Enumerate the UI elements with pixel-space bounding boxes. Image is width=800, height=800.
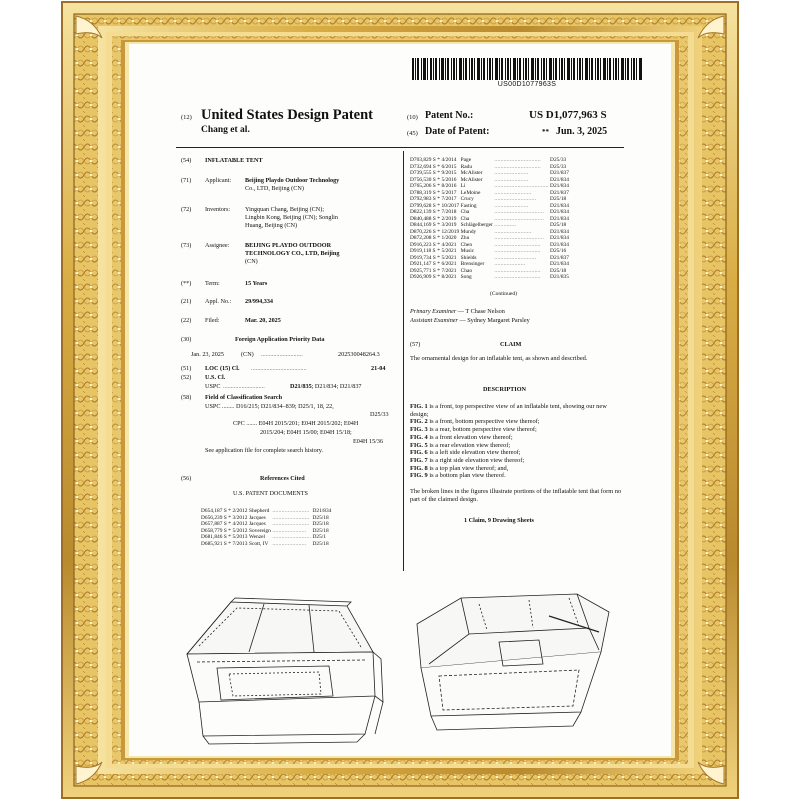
- date-stars: **: [542, 128, 549, 136]
- reference-name: Schlägelberger: [460, 222, 493, 228]
- broken-lines-note: The broken lines in the figures illustrate portions of the inflatable tent that form no part of the claimed design.: [410, 488, 622, 503]
- reference-dots: ................................: [494, 209, 544, 215]
- figure-number: FIG. 3: [410, 426, 428, 434]
- code-10: (10): [407, 114, 418, 121]
- reference-dots: ........................: [272, 514, 310, 521]
- foreign-date: Jan. 23, 2025: [191, 351, 224, 358]
- reference-star: *: [228, 534, 231, 540]
- reference-dots: ..............................: [494, 274, 541, 280]
- figure-description: [410, 457, 624, 465]
- reference-cls: D21/837: [550, 170, 569, 176]
- tent-drawing-figures: [169, 584, 629, 756]
- reference-name: Mundy: [460, 228, 477, 235]
- reference-star: *: [437, 183, 440, 189]
- patent-number: US D1,077,963 S: [529, 109, 607, 121]
- reference-no: D792,983 S: [410, 196, 436, 202]
- reference-no: D799,628 S: [410, 202, 436, 209]
- reference-cls: D21/835: [550, 274, 569, 280]
- reference-no: D840,488 S: [410, 215, 436, 222]
- reference-name: Scott, IV: [248, 540, 269, 547]
- figure-description: [410, 442, 624, 450]
- reference-star: *: [437, 157, 440, 163]
- reference-dots: ........................: [272, 521, 310, 527]
- reference-name: Li: [460, 183, 466, 189]
- reference-date: 5/2021: [441, 248, 457, 254]
- reference-no: D921,147 S: [410, 261, 436, 267]
- description-heading: DESCRIPTION: [483, 386, 526, 393]
- reference-dots: ................................: [494, 215, 544, 222]
- barcode: [412, 58, 642, 80]
- reference-cls: D21/834: [550, 209, 569, 215]
- reference-date: 5/2012: [232, 527, 248, 534]
- reference-star: *: [437, 209, 440, 215]
- assignee-line-1: BEIJING PLAYDO OUTDOOR: [245, 242, 332, 249]
- reference-name: Cha: [460, 215, 470, 222]
- reference-star: *: [437, 222, 440, 228]
- reference-dots: ...................................: [494, 183, 549, 189]
- reference-date: 1/2020: [441, 235, 457, 241]
- reference-date: 3/2012: [232, 514, 248, 521]
- reference-name: Chen: [460, 241, 473, 248]
- tent-figure-front-bottom-perspective: [417, 594, 609, 730]
- reference-cls: D21/834: [312, 508, 332, 514]
- reference-dots: ..............................: [494, 267, 541, 274]
- reference-name: McAlister: [460, 170, 483, 176]
- reference-dots: ......................: [272, 540, 307, 547]
- figure-number: FIG. 9: [410, 472, 428, 480]
- patent-title: INFLATABLE TENT: [205, 157, 263, 164]
- inventors-label: Inventors:: [205, 206, 231, 213]
- reference-star: *: [437, 267, 440, 274]
- figure-text: is a front elevation view thereof;: [427, 433, 513, 441]
- reference-name: Chao: [460, 267, 473, 274]
- appl-number: 29/994,334: [245, 298, 274, 305]
- reference-cls: D25/33: [550, 157, 567, 163]
- references-table-left: [201, 508, 333, 547]
- reference-cls: D25/18: [312, 527, 329, 534]
- reference-star: *: [437, 189, 440, 196]
- reference-name: Sovereign: [248, 527, 271, 534]
- reference-star: *: [437, 163, 440, 170]
- assistant-examiner-label: Assistant Examiner: [410, 317, 458, 324]
- reference-no: D872,208 S: [410, 235, 436, 241]
- figure-text: is a front, bottom perspective view thereof;: [427, 418, 540, 426]
- filed-code: (22): [181, 317, 192, 324]
- reference-dots: ......................: [494, 202, 529, 209]
- patent-document: [129, 44, 671, 756]
- reference-star: *: [437, 176, 440, 183]
- reference-star: *: [437, 215, 440, 222]
- figure-description: [410, 418, 624, 426]
- reference-dots: ........................: [494, 189, 532, 196]
- reference-no: D656,239 S: [201, 514, 227, 521]
- reference-cls: D25/33: [550, 163, 567, 170]
- applicant-line-1: Beijing Playdo Outdoor Technology: [245, 177, 340, 184]
- reference-dots: ......................: [494, 170, 529, 176]
- code-45: (45): [407, 130, 418, 137]
- uscl-label: U.S. Cl.: [205, 374, 226, 381]
- figure-text: is a left side elevation view thereof;: [427, 449, 521, 457]
- reference-row: [410, 274, 570, 281]
- reference-name: Shepherd: [248, 508, 270, 514]
- reference-date: 5/2016: [441, 176, 457, 183]
- reference-cls: D25/18: [550, 267, 567, 274]
- inventors-code: (72): [181, 206, 192, 213]
- reference-star: *: [228, 508, 231, 514]
- filed-label: Filed:: [205, 317, 220, 324]
- reference-star: *: [228, 540, 231, 547]
- references-continued: (Continued): [490, 291, 518, 297]
- reference-no: D654,187 S: [201, 508, 227, 514]
- reference-name: Fasting: [460, 202, 477, 209]
- reference-cls: D21/834: [550, 228, 569, 235]
- figure-text: is a rear elevation view thereof;: [427, 441, 511, 449]
- reference-no: D919,734 S: [410, 254, 436, 261]
- reference-date: 12/2019: [441, 228, 460, 235]
- reference-date: 4/2012: [232, 521, 248, 527]
- reference-cls: D21/834: [550, 215, 569, 222]
- assistant-examiner-name: — Sydney Margaret Parsley: [459, 317, 530, 324]
- reference-no: D703,829 S: [410, 157, 436, 163]
- field-label: Field of Classification Search: [205, 394, 283, 401]
- reference-name: Song: [460, 274, 472, 280]
- figure-description: [410, 426, 624, 434]
- reference-date: 2/2012: [232, 508, 248, 514]
- reference-date: 7/2018: [441, 209, 457, 215]
- reference-date: 7/2021: [441, 267, 457, 274]
- reference-star: *: [228, 527, 231, 534]
- claims-summary: 1 Claim, 9 Drawing Sheets: [464, 517, 534, 524]
- reference-cls: D21/837: [550, 189, 569, 196]
- reference-star: *: [437, 196, 440, 202]
- term-label: Term:: [205, 280, 220, 287]
- references-heading: References Cited: [260, 475, 305, 482]
- figure-number: FIG. 5: [410, 441, 428, 449]
- reference-name: Cha: [460, 209, 470, 215]
- foreign-heading: Foreign Application Priority Data: [235, 336, 325, 343]
- reference-dots: ........................: [494, 228, 532, 235]
- column-divider: [403, 151, 404, 571]
- reference-date: 8/2016: [441, 183, 457, 189]
- inventor-short: Chang et al.: [201, 125, 250, 135]
- reference-cls: D25/18: [312, 540, 329, 547]
- tent-figure-front-top-perspective: [187, 598, 383, 744]
- figure-text: is a rear, bottom perspective view thereof;: [427, 426, 537, 434]
- assignee-line-3: (CN): [245, 258, 258, 265]
- reference-no: D681,846 S: [201, 534, 227, 540]
- reference-dots: .........................: [272, 534, 312, 540]
- figure-description: [410, 465, 624, 473]
- applicant-label: Applicant:: [205, 177, 232, 184]
- foreign-dots: ...........................: [261, 351, 303, 358]
- figure-text: is a bottom plan view thereof.: [427, 472, 506, 480]
- field-line-1: USPC ........ D16/215; D21/834–839; D25/1, 18, 22,: [205, 403, 334, 410]
- uscl-code: (52): [181, 374, 192, 381]
- reference-name: Zhu: [460, 235, 470, 241]
- assignee-label: Assignee:: [205, 242, 230, 249]
- reference-dots: ..............................: [494, 157, 541, 163]
- barcode-number: US00D1077963S: [497, 81, 557, 88]
- reference-cls: D25/18: [550, 196, 567, 202]
- reference-date: 5/2017: [441, 189, 457, 196]
- reference-name: Page: [460, 157, 472, 163]
- references-subheading: U.S. PATENT DOCUMENTS: [233, 490, 308, 497]
- reference-star: *: [437, 248, 440, 254]
- field-line-6: See application file for complete search history.: [205, 447, 323, 454]
- claim-text: The ornamental design for an inflatable tent, as shown and described.: [410, 355, 588, 362]
- field-code: (58): [181, 394, 192, 401]
- assignee-code: (73): [181, 242, 192, 249]
- reference-row: [201, 541, 333, 548]
- reference-cls: D21/834: [550, 261, 569, 267]
- reference-no: D919,118 S: [410, 248, 436, 254]
- inventors-line-3: Huang, Beijing (CN): [245, 222, 298, 229]
- reference-no: D657,887 S: [201, 521, 227, 527]
- field-line-4: 2015/204; E04H 15/00; E04H 15/18;: [260, 429, 352, 436]
- patent-no-label: Patent No.:: [425, 110, 474, 121]
- reference-date: 4/2014: [441, 157, 457, 163]
- references-table-right: [410, 157, 570, 281]
- reference-star: *: [437, 274, 440, 280]
- reference-name: Jacques: [248, 521, 266, 527]
- loc-label: LOC (15) Cl.: [205, 365, 240, 372]
- loc-value: 21-04: [371, 365, 386, 372]
- reference-star: *: [437, 241, 440, 248]
- reference-dots: ................................: [494, 235, 544, 241]
- reference-cls: D25/18: [312, 521, 329, 527]
- document-type: United States Design Patent: [201, 107, 373, 123]
- reference-no: D926,909 S: [410, 274, 436, 280]
- reference-no: D756,530 S: [410, 176, 436, 183]
- figure-number: FIG. 8: [410, 464, 428, 472]
- figure-number: FIG. 4: [410, 433, 428, 441]
- reference-cls: D21/834: [550, 202, 569, 209]
- reference-date: 2/2019: [441, 215, 457, 222]
- reference-name: Brensinger: [460, 261, 485, 267]
- figure-description: [410, 403, 624, 418]
- reference-cls: D25/18: [550, 222, 567, 228]
- reference-star: *: [437, 235, 440, 241]
- title-code: (54): [181, 157, 192, 164]
- reference-name: LeMoine: [460, 189, 481, 196]
- figure-list: [410, 403, 624, 480]
- reference-name: Radu: [460, 163, 473, 170]
- reference-star: *: [228, 514, 231, 521]
- reference-dots: ...........................: [494, 254, 537, 261]
- reference-star: *: [228, 521, 231, 527]
- field-line-2: D25/33: [370, 411, 389, 418]
- reference-cls: D21/834: [550, 241, 569, 248]
- reference-name: Shields: [460, 254, 477, 261]
- reference-dots: ..............................: [494, 163, 541, 170]
- reference-name: Crucy: [460, 196, 474, 202]
- figure-text: is a right side elevation view thereof;: [427, 456, 525, 464]
- figure-number: FIG. 2: [410, 418, 428, 426]
- uscl-sub: USPC: [205, 383, 221, 390]
- assignee-line-2: TECHNOLOGY CO., LTD, Beijing: [245, 250, 340, 257]
- reference-cls: D21/834: [550, 176, 569, 183]
- figure-text: is a front, top perspective view of an inflatable tent, showing our new design;: [410, 403, 607, 418]
- figure-number: FIG. 7: [410, 456, 428, 464]
- foreign-country: (CN): [241, 351, 254, 358]
- field-line-3: CPC ....... E04H 2015/201; E04H 2015/202; E04H: [233, 420, 359, 427]
- claim-code: (57): [410, 341, 421, 348]
- reference-no: D822,139 S: [410, 209, 436, 215]
- applicant-line-2: Co., LTD, Beijing (CN): [245, 185, 304, 192]
- reference-dots: ..............: [494, 222, 517, 228]
- reference-date: 6/2015: [441, 163, 457, 170]
- reference-star: *: [437, 170, 440, 176]
- reference-dots: ...........................: [494, 196, 537, 202]
- reference-no: D739,555 S: [410, 170, 436, 176]
- reference-dots: ..............................: [494, 248, 541, 254]
- term-value: 15 Years: [245, 280, 268, 287]
- reference-date: 6/2021: [441, 261, 457, 267]
- figure-description: [410, 472, 624, 480]
- figure-text: is a top plan view thereof; and,: [427, 464, 509, 472]
- reference-no: D925,771 S: [410, 267, 436, 274]
- reference-cls: D21/837: [550, 254, 569, 261]
- field-line-5: E04H 15/36: [353, 438, 384, 445]
- foreign-code: (30): [181, 336, 192, 343]
- reference-date: 3/2019: [441, 222, 457, 228]
- uscl-rest: ; D21/834; D21/837: [311, 383, 362, 390]
- reference-star: *: [437, 254, 440, 261]
- claim-heading: CLAIM: [500, 341, 522, 348]
- reference-cls: D21/834: [550, 235, 569, 241]
- references-code: (56): [181, 475, 192, 482]
- reference-date: 7/2017: [441, 196, 457, 202]
- reference-date: 10/2017: [441, 202, 460, 209]
- reference-dots: ......................: [494, 176, 529, 183]
- loc-code: (51): [181, 365, 192, 372]
- reference-no: D732,694 S: [410, 163, 436, 170]
- primary-examiner-name: — T Chase Nelson: [457, 308, 505, 315]
- reference-cls: D25/1: [312, 534, 326, 540]
- reference-date: 7/2013: [232, 540, 248, 547]
- reference-star: *: [437, 202, 440, 209]
- reference-date: 9/2015: [441, 170, 457, 176]
- reference-cls: D25/18: [312, 514, 329, 521]
- reference-date: 8/2021: [441, 274, 457, 280]
- reference-star: *: [437, 261, 440, 267]
- reference-no: D788,319 S: [410, 189, 436, 196]
- reference-cls: D25/16: [550, 248, 567, 254]
- code-12: (12): [181, 114, 192, 121]
- reference-name: McAlister: [460, 176, 483, 183]
- reference-dots: ........................: [272, 508, 310, 514]
- figure-description: [410, 434, 624, 442]
- reference-date: 4/2021: [441, 241, 457, 248]
- reference-star: *: [437, 228, 440, 235]
- reference-dots: ..............................: [494, 241, 541, 248]
- applicant-code: (71): [181, 177, 192, 184]
- reference-row: [201, 508, 333, 515]
- reference-name: Wenzel: [248, 534, 265, 540]
- reference-no: D685,921 S: [201, 540, 227, 547]
- reference-cls: D21/834: [550, 183, 569, 189]
- reference-name: Music: [460, 248, 475, 254]
- loc-dots: ....................................: [251, 365, 307, 372]
- appl-code: (21): [181, 298, 192, 305]
- reference-name: Jacques: [248, 514, 266, 521]
- reference-no: D765,206 S: [410, 183, 436, 189]
- appl-label: Appl. No.:: [205, 298, 232, 305]
- reference-date: 5/2021: [441, 254, 457, 261]
- uscl-main: D21/835: [290, 383, 312, 390]
- date-of-patent: Jun. 3, 2025: [556, 126, 608, 137]
- foreign-number: 202530048264.3: [338, 351, 380, 358]
- figure-number: FIG. 1: [410, 403, 428, 410]
- reference-dots: ......................: [272, 527, 307, 534]
- figure-number: FIG. 6: [410, 449, 428, 457]
- reference-date: 5/2013: [232, 534, 248, 540]
- term-code: (**): [181, 280, 192, 287]
- reference-no: D844,169 S: [410, 222, 436, 228]
- filed-date: Mar. 20, 2025: [245, 317, 281, 324]
- primary-examiner-label: Primary Examiner: [410, 308, 457, 315]
- reference-no: D870,226 S: [410, 228, 436, 235]
- header-rule: [176, 147, 624, 148]
- reference-no: D916,223 S: [410, 241, 436, 248]
- reference-dots: ....................: [494, 261, 526, 267]
- date-label: Date of Patent:: [425, 126, 490, 137]
- reference-no: D658,779 S: [201, 527, 227, 534]
- inventors-line-2: Lingbin Kong, Beijing (CN); Songlin: [245, 214, 338, 221]
- figure-description: [410, 449, 624, 457]
- uscl-dots: ...........................: [223, 383, 265, 390]
- inventors-line-1: Yingquan Chang, Beijing (CN);: [245, 206, 325, 213]
